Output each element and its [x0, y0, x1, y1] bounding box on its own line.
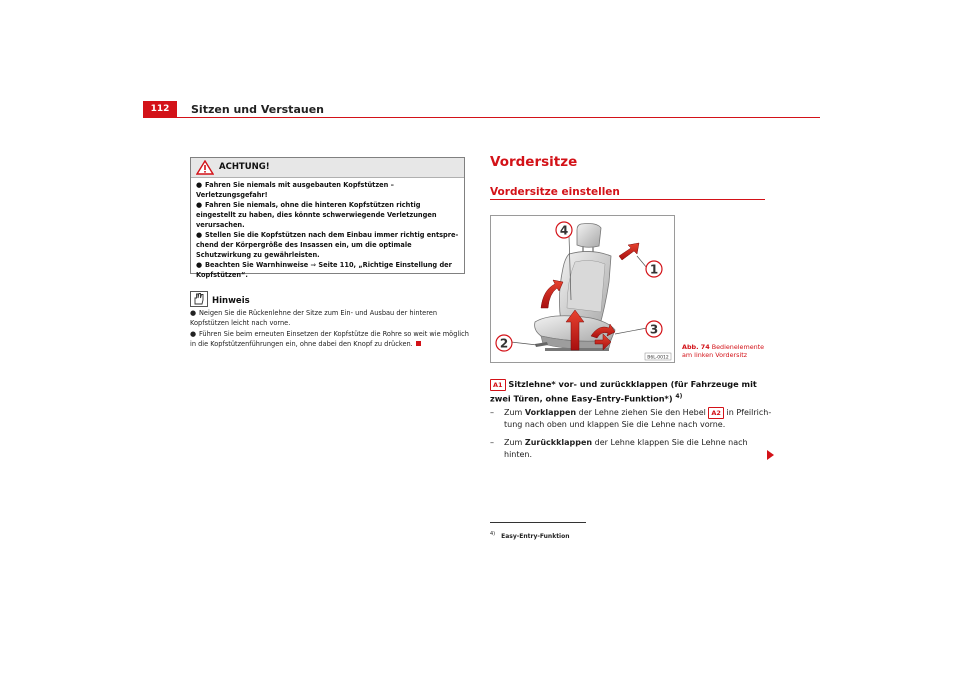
figure-caption — [682, 343, 772, 359]
step-heading — [490, 378, 775, 405]
continue-arrow-icon — [767, 450, 774, 460]
note-hand-icon — [190, 291, 208, 307]
svg-text:4: 4 — [559, 223, 569, 238]
callout-3 — [646, 321, 662, 337]
figure-number: Abb. 74 — [682, 343, 710, 351]
warning-header — [191, 158, 464, 178]
footnote-rule — [490, 522, 586, 523]
svg-text:1: 1 — [649, 262, 659, 277]
warning-triangle-icon — [196, 160, 214, 175]
warning-item: ● Stellen Sie die Kopfstützen nach dem Einbau immer richtig entspre-chend der Körpergröße des Insassen ein, um die optimale Schutzwirkung zu gewährleisten. — [196, 231, 459, 259]
subtitle-rule — [490, 199, 765, 200]
callout-4 — [556, 222, 572, 238]
callout-1 — [646, 261, 662, 277]
section-title: Vordersitze — [490, 154, 578, 170]
note-item: ● Neigen Sie die Rückenlehne der Sitze zum Ein- und Ausbau der hinteren Kopfstützen leicht nach vorne. — [190, 309, 438, 327]
instruction-item: – Zum Zurückklappen der Lehne klappen Sie die Lehne nach hinten. — [490, 438, 748, 459]
page-reference-link[interactable]: Seite 110, „Richtige Einstellung der Kopfstützen“. — [196, 261, 452, 279]
warning-item: ● Beachten Sie Warnhinweise ⇒ Seite 110, „Richtige Einstellung der Kopfstützen“. — [196, 261, 452, 279]
warning-item: ● Fahren Sie niemals, ohne die hinteren Kopfstützen richtig eingestellt zu haben, dies könnte schwerwiegende Verletzungen verursachen. — [196, 201, 437, 229]
seat-illustration — [491, 216, 674, 362]
note-title: Hinweis — [212, 296, 250, 306]
note-item: ● Führen Sie beim erneuten Einsetzen der Kopfstütze die Rohre so weit wie möglich in die Kopfstützenführungen ein, ohne dabei den Knopf zu drücken. — [190, 329, 469, 348]
footnote: $^{4)}$ Easy-Entry-Funktion — [490, 531, 570, 540]
running-title: Sitzen und Verstauen — [191, 103, 324, 116]
section-end-marker — [416, 341, 421, 346]
footnote-reference[interactable]: 4) — [675, 393, 683, 400]
instruction-item: – Zum Vorklappen der Lehne ziehen Sie den Hebel A2 in Pfeilrich-tung nach oben und klappen Sie die Lehne nach vorne. — [490, 408, 772, 429]
seat-figure — [490, 215, 675, 363]
step-badge: A1 — [490, 379, 506, 391]
warning-item: ● Fahren Sie niemals mit ausgebauten Kopfstützen – Verletzungsgefahr! — [196, 181, 394, 199]
step-title: Sitzlehne* vor- und zurückklappen (für Fahrzeuge mit zwei Türen, ohne Easy-Entry-Funktion*) — [490, 379, 757, 404]
page-number: 112 — [143, 101, 177, 117]
callout-2 — [496, 335, 512, 351]
page-reference-arrow: ⇒ — [310, 261, 317, 270]
warning-title: ACHTUNG! — [219, 162, 270, 172]
figure-caption-text: Bedienelemente am linken Vordersitz — [682, 343, 765, 359]
warning-box — [190, 157, 465, 279]
svg-text:3: 3 — [649, 322, 659, 337]
header-rule — [143, 117, 820, 118]
svg-text:2: 2 — [499, 336, 509, 351]
section-subtitle: Vordersitze einstellen — [490, 186, 620, 198]
figure-code: B6L-0012 — [647, 355, 669, 361]
lever-badge: A2 — [708, 407, 724, 419]
note-list — [190, 309, 470, 351]
